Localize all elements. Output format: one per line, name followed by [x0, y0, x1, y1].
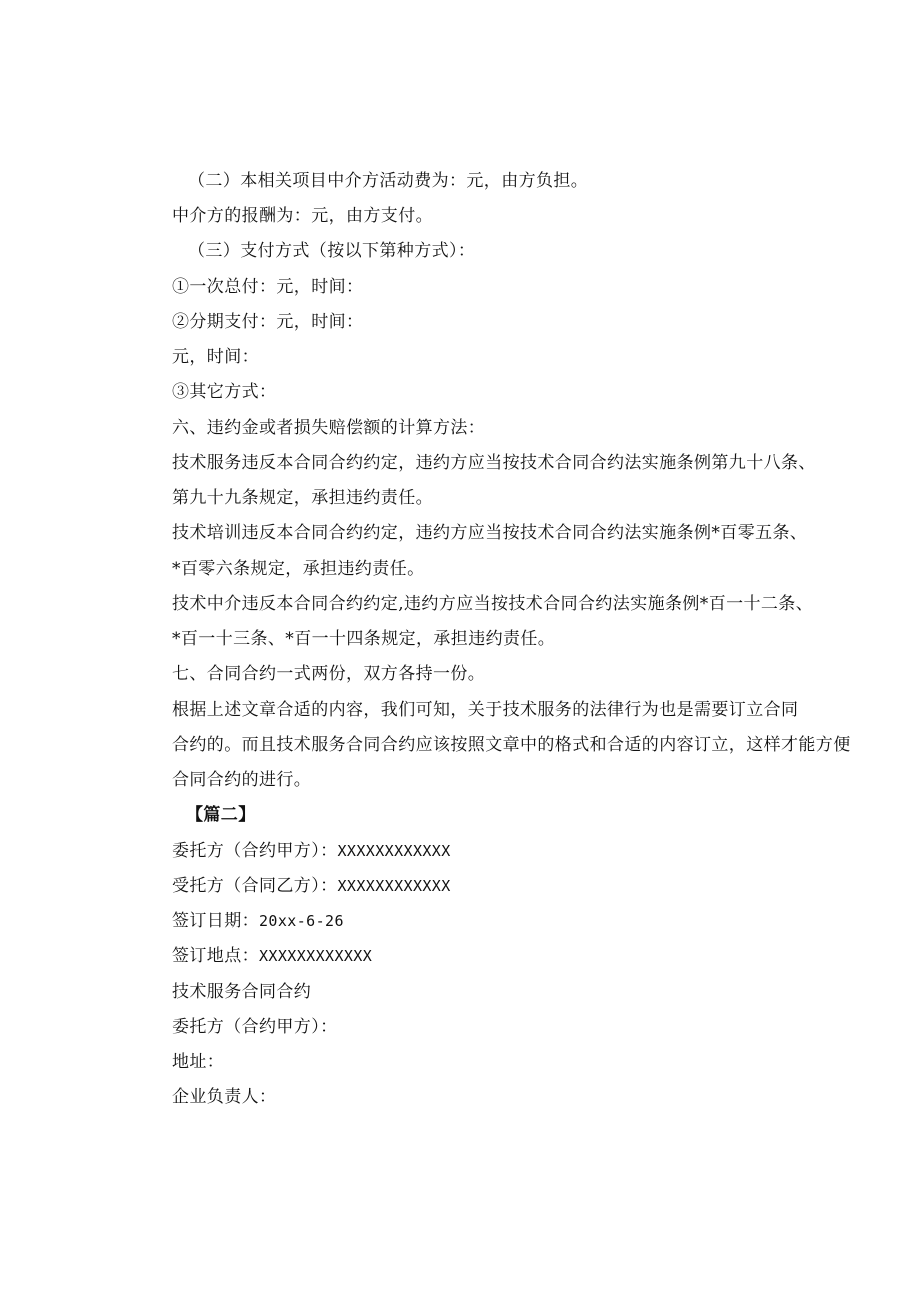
- client-line: [172, 840, 451, 862]
- installment-continued-line: 元，时间：: [172, 347, 259, 367]
- signing-date-label: 签订日期：: [172, 911, 259, 931]
- remuneration-line: 中介方的报酬为：元，由方支付。: [172, 206, 433, 226]
- legal-representative-line: 企业负责人：: [172, 1087, 277, 1107]
- payment-method-heading: （三）支付方式（按以下第种方式）：: [188, 241, 476, 261]
- service-breach-line-1: 技术服务违反本合同合约约定，违约方应当按技术合同合约法实施条例第九十八条、: [172, 453, 816, 473]
- training-breach-line-2: *百零六条规定，承担违约责任。: [172, 559, 425, 579]
- other-method-line: ③其它方式：: [172, 382, 277, 402]
- service-breach-line-2: 第九十九条规定，承担违约责任。: [172, 488, 433, 508]
- client-party-line: 委托方（合约甲方）：: [172, 1017, 338, 1037]
- contractor-label: 受托方（合同乙方）：: [172, 876, 338, 896]
- signing-place-line: [172, 945, 372, 967]
- conclusion-line-2: 合约的。而且技术服务合同合约应该按照文章中的格式和合适的内容订立，这样才能方便: [172, 735, 851, 755]
- lump-sum-line: ①一次总付：元，时间：: [172, 277, 364, 297]
- signing-date-line: [172, 910, 344, 932]
- address-line: 地址：: [172, 1052, 225, 1072]
- installment-line: ②分期支付：元，时间：: [172, 312, 364, 332]
- part-two-heading: 【篇二】: [186, 805, 256, 825]
- training-breach-line-1: 技术培训违反本合同合约约定，违约方应当按技术合同合约法实施条例*百零五条、: [172, 523, 808, 543]
- fee-clause-line: （二）本相关项目中介方活动费为：元，由方负担。: [188, 171, 589, 191]
- contractor-line: [172, 875, 451, 897]
- signing-place-label: 签订地点：: [172, 946, 259, 966]
- signing-date-value: 20xx-6-26: [259, 912, 344, 930]
- intermediary-breach-line-2: *百一十三条、*百一十四条规定，承担违约责任。: [172, 629, 556, 649]
- client-value: XXXXXXXXXXXX: [337, 842, 451, 860]
- contractor-value: XXXXXXXXXXXX: [337, 877, 451, 895]
- section-six-heading: 六、违约金或者损失赔偿额的计算方法：: [172, 418, 486, 438]
- contract-title: 技术服务合同合约: [172, 982, 312, 1002]
- client-label: 委托方（合约甲方）：: [172, 841, 338, 861]
- conclusion-line-3: 合同合约的进行。: [172, 770, 312, 790]
- intermediary-breach-line-1: 技术中介违反本合同合约约定,违约方应当按技术合同合约法实施条例*百一十二条、: [172, 594, 814, 614]
- signing-place-value: XXXXXXXXXXXX: [259, 947, 373, 965]
- conclusion-line-1: 根据上述文章合适的内容，我们可知，关于技术服务的法律行为也是需要订立合同: [172, 700, 799, 720]
- section-seven-line: 七、合同合约一式两份，双方各持一份。: [172, 664, 486, 684]
